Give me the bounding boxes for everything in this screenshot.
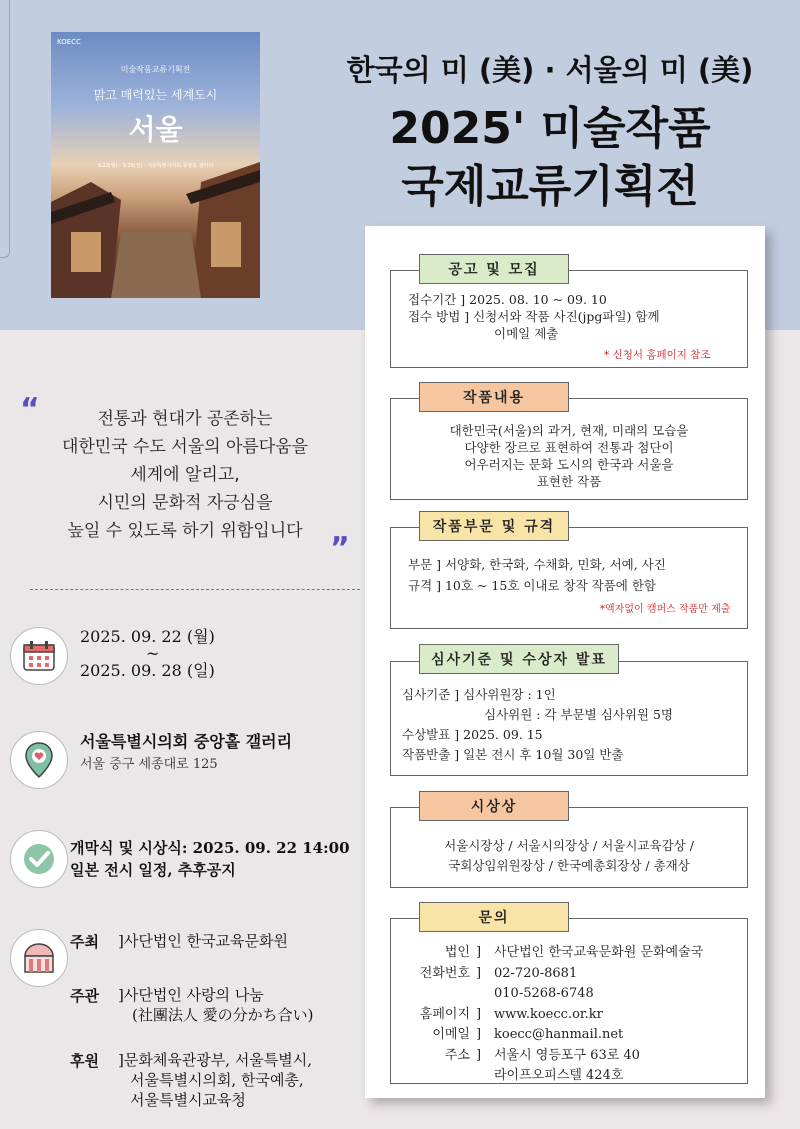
schedule-dates xyxy=(80,626,215,682)
awards-list xyxy=(390,836,748,876)
category-rows xyxy=(408,554,666,596)
schedule-end: 2025. 09. 28 (일) xyxy=(80,661,215,680)
contact-email-link[interactable]: koecc@hanmail.net xyxy=(494,1027,624,1042)
quote-line: 대한민국 수도 서울의 아름다움을 xyxy=(61,437,309,457)
sponsor-line: 서울특별시교육청 xyxy=(130,1091,246,1109)
judging-rows xyxy=(402,685,673,765)
schedule-start: 2025. 09. 22 (월) xyxy=(80,627,215,646)
contact-label: 법인 xyxy=(444,945,470,960)
category-row: 부문 ] 서양화, 한국화, 수채화, 민화, 서예, 사진 xyxy=(408,557,666,572)
quote-line: 높일 수 있도록 하기 위함입니다 xyxy=(67,521,303,541)
recruit-row: 접수 방법 ] 신청서와 작품 사진(jpg파일) 함께 xyxy=(408,309,660,324)
contact-address-detail: 라이프오피스텔 424호 xyxy=(494,1068,624,1083)
venue-name: 서울특별시의회 중앙홀 갤러리 xyxy=(80,732,293,751)
quote-line: 세계에 알리고, xyxy=(130,465,240,485)
organizer-label: 주관 xyxy=(70,987,99,1005)
content-line: 표현한 작품 xyxy=(536,474,602,489)
poster-logo: KOECC xyxy=(57,38,81,46)
recruit-tab: 공고 및 모집 xyxy=(419,254,569,284)
contact-address: 서울시 영등포구 63로 40 xyxy=(494,1047,640,1063)
judging-row: 작품반출 ] 일본 전시 후 10월 30일 반출 xyxy=(402,747,624,762)
judging-row: 심사기준 ] 심사위원장 : 1인 xyxy=(402,687,556,702)
dashed-divider xyxy=(30,589,360,590)
poster-subtitle: 맑고 매력있는 세계도시 xyxy=(93,88,218,102)
building-icon xyxy=(10,929,68,987)
sponsor-value xyxy=(118,1050,312,1110)
sponsor-line: ]문화체육관광부, 서울특별시, xyxy=(118,1051,313,1069)
content-tab: 작품내용 xyxy=(419,382,569,412)
organizer-name: ]사단법인 사랑의 나눔 xyxy=(118,986,264,1004)
recruit-row: 접수기간 ] 2025. 08. 10 ~ 09. 10 xyxy=(408,292,607,307)
contact-org: 사단법인 한국교육문화원 문화예술국 xyxy=(494,945,704,960)
host-value: ]사단법인 한국교육문화원 xyxy=(118,932,289,950)
contact-labels xyxy=(398,943,470,1066)
content-description xyxy=(390,422,748,490)
japan-schedule-note: 일본 전시 일정, 추후공지 xyxy=(70,861,236,879)
contact-label: 이메일 xyxy=(432,1027,470,1042)
title-line-2: 2025' 미술작품 xyxy=(389,103,711,154)
opening-ceremony: 개막식 및 시상식: 2025. 09. 22 14:00 xyxy=(70,839,350,857)
sponsor-line: 서울특별시의회, 한국예총, xyxy=(130,1071,304,1089)
judging-row: 심사위원 : 각 부문별 심사위원 5명 xyxy=(484,707,674,722)
title-line-1: 한국의 미 (美) · 서울의 미 (美) xyxy=(346,53,754,87)
contact-homepage-link[interactable]: www.koecc.or.kr xyxy=(494,1006,603,1022)
recruit-note: * 신청서 홈페이지 참조 xyxy=(604,349,711,361)
mission-quote xyxy=(20,405,350,545)
quote-open-mark: “ xyxy=(20,392,40,427)
judging-row: 수상발표 ] 2025. 09. 15 xyxy=(402,727,543,742)
recruit-rows xyxy=(408,291,660,342)
contact-label xyxy=(398,984,470,1005)
poster-thumbnail xyxy=(51,32,260,298)
awards-tab: 시상상 xyxy=(419,791,569,821)
poster-caption: 9.22(월) - 9.28(일) · 서울특별시의회 중앙홀 갤러리 xyxy=(97,163,214,169)
awards-line: 서울시장상 / 서울시의장상 / 서울시교육감상 / xyxy=(444,838,694,853)
title-line-3: 국제교류기획전 xyxy=(401,161,699,212)
location-pin-icon xyxy=(10,731,68,789)
contact-tab: 문의 xyxy=(419,902,569,932)
content-line: 다양한 장르로 표현하여 전통과 첨단이 xyxy=(464,440,674,455)
content-line: 어우러지는 문화 도시의 한국과 서울을 xyxy=(464,457,674,472)
contact-label: 홈페이지 xyxy=(419,1006,470,1022)
check-icon xyxy=(10,830,68,888)
left-edge-frame xyxy=(0,0,10,258)
quote-line: 전통과 현대가 공존하는 xyxy=(97,409,273,429)
judging-tab: 심사기준 및 수상자 발표 xyxy=(419,644,619,674)
recruit-row: 이메일 제출 xyxy=(494,326,559,341)
opening-info xyxy=(70,837,350,881)
contact-phone: 02-720-8681 xyxy=(494,965,578,981)
organizer-value xyxy=(118,985,313,1025)
category-row: 규격 ] 10호 ~ 15호 이내로 창작 작품에 한함 xyxy=(408,578,656,593)
category-tab: 작품부문 및 규격 xyxy=(419,511,569,541)
quote-close-mark: ” xyxy=(330,531,350,566)
contact-label: 전화번호 xyxy=(419,965,470,981)
organizer-name-japanese: (社團法人 愛の分かち合い) xyxy=(132,1006,314,1024)
poster-top-text: 미술작품교류기획전 xyxy=(120,65,191,74)
category-note: *액자없이 캠퍼스 작품만 제출 xyxy=(600,604,731,615)
poster-title: 서울 xyxy=(128,113,183,146)
contact-mobile: 010-5268-6748 xyxy=(494,986,594,1001)
contact-values xyxy=(494,943,703,1087)
contact-label: 주소 xyxy=(444,1047,470,1063)
venue-address: 서울 중구 세종대로 125 xyxy=(80,757,218,772)
host-label: 주최 xyxy=(70,933,99,951)
venue-info xyxy=(80,730,292,776)
calendar-icon xyxy=(10,627,68,685)
quote-line: 시민의 문화적 자긍심을 xyxy=(97,493,273,513)
sponsor-label: 후원 xyxy=(70,1052,99,1070)
content-line: 대한민국(서울)의 과거, 현재, 미래의 모습을 xyxy=(449,423,689,438)
contact-separators: ] ] ] ] ] xyxy=(476,945,482,1063)
awards-line: 국회상임위원장상 / 한국예총회장상 / 총재상 xyxy=(448,858,690,873)
schedule-tilde: ~ xyxy=(146,644,160,663)
